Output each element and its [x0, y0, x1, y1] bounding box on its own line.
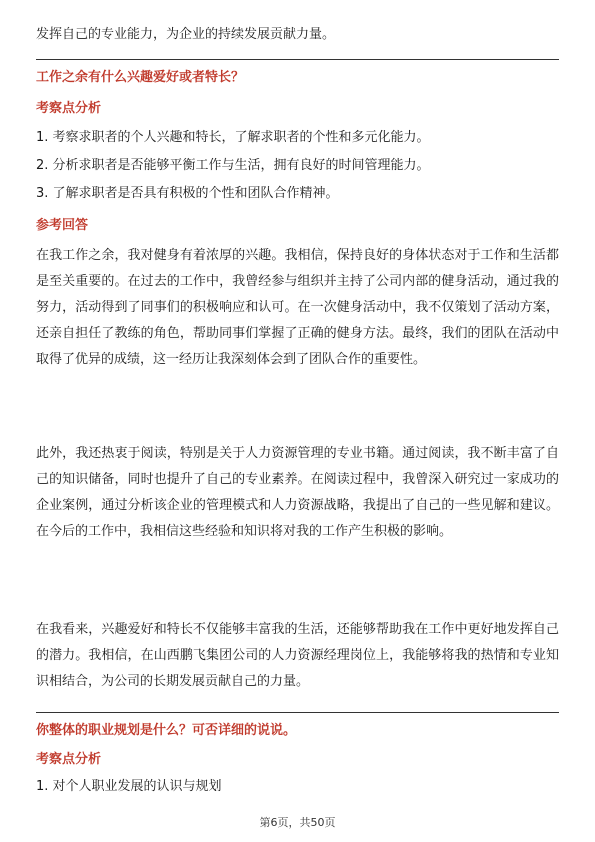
analysis-item: 1. 对个人职业发展的认识与规划 [36, 779, 222, 794]
answer-paragraph: 在我看来，兴趣爱好和特长不仅能够丰富我的生活，还能够帮助我在工作中更好地发挥自己的潜力。我相信，在山西鹏飞集团公司的人力资源经理岗位上，我能够将我的热情和专业知识相结合，为公司的长期发展贡献自己的力量。 [36, 622, 559, 689]
answer-heading: 参考回答 [36, 218, 89, 233]
section-divider [36, 712, 559, 713]
analysis-item: 1. 考察求职者的个人兴趣和特长，了解求职者的个性和多元化能力。 [36, 130, 430, 145]
analysis-item: 3. 了解求职者是否具有积极的个性和团队合作精神。 [36, 186, 339, 201]
question-heading: 你整体的职业规划是什么？可否详细的说说。 [36, 723, 297, 738]
section-divider [36, 59, 559, 60]
answer-paragraph: 此外，我还热衷于阅读，特别是关于人力资源管理的专业书籍。通过阅读，我不断丰富了自己的知识储备，同时也提升了自己的专业素养。在阅读过程中，我曾深入研究过一家成功的企业案例，通过分析该企业的管理模式和人力资源战略，我提出了自己的一些见解和建议。在今后的工作中，我相信这些经验和知识将对我的工作产生积极的影响。 [36, 446, 559, 539]
analysis-heading: 考察点分析 [36, 752, 102, 767]
continued-paragraph: 发挥自己的专业能力，为企业的持续发展贡献力量。 [36, 27, 336, 42]
answer-paragraph: 在我工作之余，我对健身有着浓厚的兴趣。我相信，保持良好的身体状态对于工作和生活都是至关重要的。在过去的工作中，我曾经参与组织并主持了公司内部的健身活动，通过我的努力，活动得到了同事们的积极响应和认可。在一次健身活动中，我不仅策划了活动方案，还亲自担任了教练的角色，帮助同事们掌握了正确的健身方法。最终，我们的团队在活动中取得了优异的成绩，这一经历让我深刻体会到了团队合作的重要性。 [36, 248, 559, 367]
question-heading: 工作之余有什么兴趣爱好或者特长？ [36, 70, 245, 85]
analysis-item: 2. 分析求职者是否能够平衡工作与生活，拥有良好的时间管理能力。 [36, 158, 430, 173]
analysis-heading: 考察点分析 [36, 101, 102, 116]
page-number: 第6页，共50页 [259, 816, 336, 829]
